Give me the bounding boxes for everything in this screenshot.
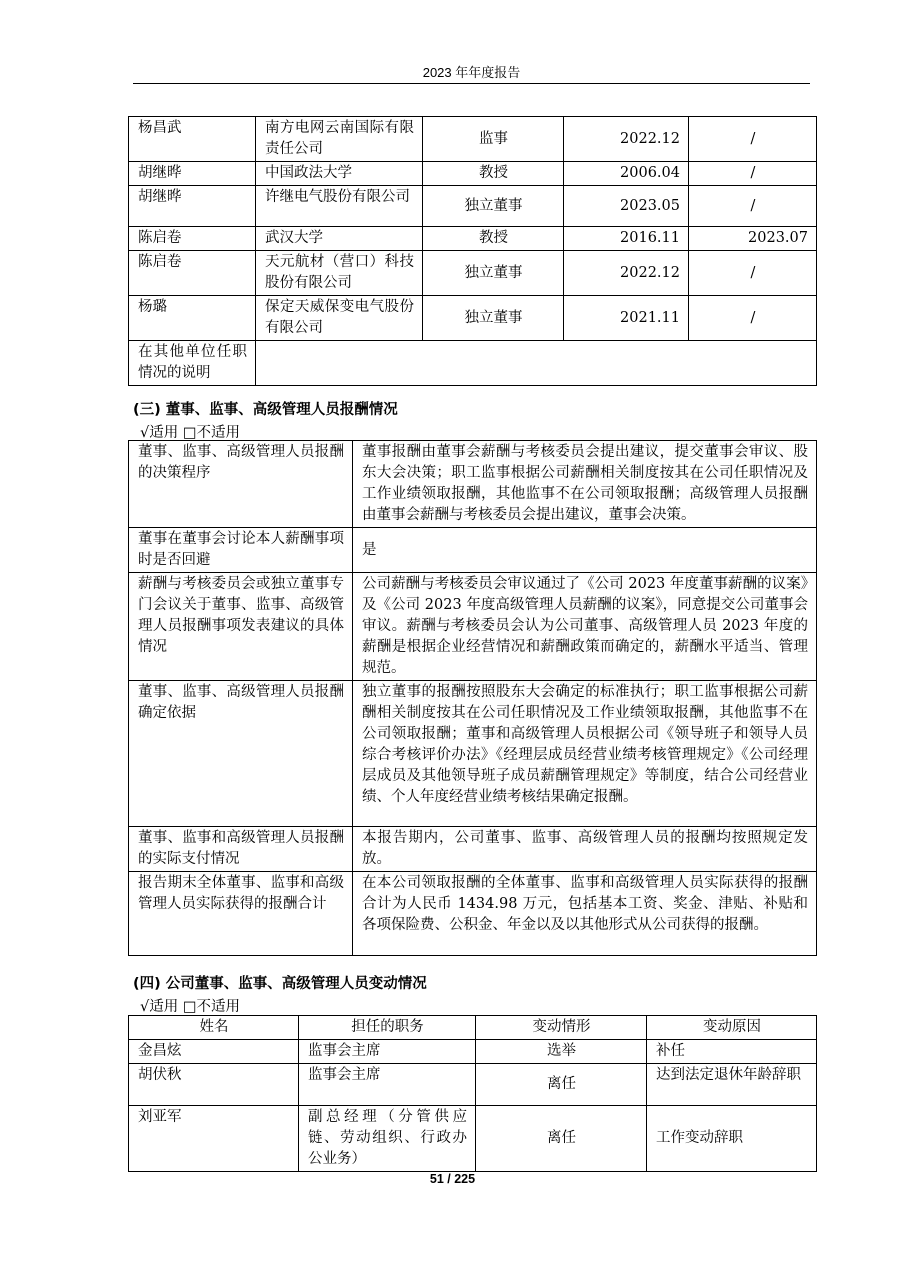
change-type: 离任 xyxy=(476,1106,647,1172)
person-name: 金昌炫 xyxy=(129,1040,299,1064)
end-date: / xyxy=(689,186,817,227)
organization: 中国政法大学 xyxy=(256,162,423,186)
table-row xyxy=(129,872,817,956)
table-row xyxy=(129,528,817,573)
table-row xyxy=(129,251,817,296)
end-date: / xyxy=(689,296,817,341)
position: 教授 xyxy=(423,162,564,186)
person-name: 陈启卷 xyxy=(129,227,256,251)
end-date: / xyxy=(689,251,817,296)
page-header: 2023 年年度报告 xyxy=(422,65,521,80)
change-reason: 工作变动辞职 xyxy=(647,1106,817,1172)
start-date: 2016.11 xyxy=(564,227,689,251)
table-row xyxy=(129,681,817,827)
table-row xyxy=(129,227,817,251)
table-row xyxy=(129,1064,817,1106)
table-row xyxy=(129,573,817,681)
table-row xyxy=(129,441,817,528)
end-date: / xyxy=(689,162,817,186)
position: 监事会主席 xyxy=(299,1040,476,1064)
remuneration-table xyxy=(128,440,817,956)
organization: 许继电气股份有限公司 xyxy=(256,186,423,227)
row-label: 董事、监事和高级管理人员报酬的实际支付情况 xyxy=(129,827,353,872)
table-row xyxy=(129,341,817,386)
column-header: 姓名 xyxy=(129,1016,299,1040)
table-row xyxy=(129,186,817,227)
position: 副总经理（分管供应链、劳动组织、行政办公业务） xyxy=(299,1106,476,1172)
row-value: 本报告期内，公司董事、监事、高级管理人员的报酬均按照规定发放。 xyxy=(353,827,817,872)
start-date: 2021.11 xyxy=(564,296,689,341)
row-label: 薪酬与考核委员会或独立董事专门会议关于董事、监事、高级管理人员报酬事项发表建议的具体情况 xyxy=(129,573,353,681)
column-header: 变动情形 xyxy=(476,1016,647,1040)
start-date: 2022.12 xyxy=(564,117,689,162)
change-reason: 达到法定退休年龄辞职 xyxy=(647,1064,817,1106)
section-title: (四) 公司董事、监事、高级管理人员变动情况 xyxy=(133,976,427,992)
organization: 天元航材（营口）科技股份有限公司 xyxy=(256,251,423,296)
section-title: (三) 董事、监事、高级管理人员报酬情况 xyxy=(133,402,398,418)
end-date: / xyxy=(689,117,817,162)
column-header: 担任的职务 xyxy=(299,1016,476,1040)
table-row xyxy=(129,296,817,341)
person-name: 胡继晔 xyxy=(129,162,256,186)
person-name: 胡继晔 xyxy=(129,186,256,227)
position: 监事会主席 xyxy=(299,1064,476,1106)
page-number: 51 / 225 xyxy=(429,1172,476,1186)
table-row xyxy=(129,117,817,162)
person-name: 杨璐 xyxy=(129,296,256,341)
note-value xyxy=(256,341,817,386)
applicable-indicator: √适用 □不适用 xyxy=(140,999,241,1015)
organization: 保定天威保变电气股份有限公司 xyxy=(256,296,423,341)
start-date: 2023.05 xyxy=(564,186,689,227)
other-positions-table xyxy=(128,116,817,386)
row-value: 独立董事的报酬按照股东大会确定的标准执行；职工监事根据公司薪酬相关制度按其在公司任职情况及工作业绩领取报酬，其他监事不在公司领取报酬；董事和高级管理人员根据公司《领导班子和领导人员综合考核评价办法》《经理层成员经营业绩考核管理规定》《公司经理层成员及其他领导班子成员薪酬管理规定》等制度，结合公司经营业绩、个人年度经营业绩考核结果确定报酬。 xyxy=(353,681,817,827)
row-label: 董事在董事会讨论本人薪酬事项时是否回避 xyxy=(129,528,353,573)
person-name: 胡伏秋 xyxy=(129,1064,299,1106)
row-label: 董事、监事、高级管理人员报酬确定依据 xyxy=(129,681,353,827)
change-type: 离任 xyxy=(476,1064,647,1106)
row-label: 董事、监事、高级管理人员报酬的决策程序 xyxy=(129,441,353,528)
table-row xyxy=(129,162,817,186)
position: 教授 xyxy=(423,227,564,251)
row-value: 是 xyxy=(353,528,817,573)
row-label: 报告期末全体董事、监事和高级管理人员实际获得的报酬合计 xyxy=(129,872,353,956)
applicable-indicator: √适用 □不适用 xyxy=(140,425,241,441)
table-row xyxy=(129,1040,817,1064)
person-name: 杨昌武 xyxy=(129,117,256,162)
table-row xyxy=(129,1106,817,1172)
row-value: 在本公司领取报酬的全体董事、监事和高级管理人员实际获得的报酬合计为人民币 1434.98 万元，包括基本工资、奖金、津贴、补贴和各项保险费、公积金、年金以及以其他形式从公司获得的报酬。 xyxy=(353,872,817,956)
position: 独立董事 xyxy=(423,296,564,341)
table-row xyxy=(129,827,817,872)
column-header: 变动原因 xyxy=(647,1016,817,1040)
position: 独立董事 xyxy=(423,251,564,296)
row-value: 董事报酬由董事会薪酬与考核委员会提出建议，提交董事会审议、股东大会决策；职工监事根据公司薪酬相关制度按其在公司任职情况及工作业绩领取报酬，其他监事不在公司领取报酬；高级管理人员报酬由董事会薪酬与考核委员会提出建议，董事会决策。 xyxy=(353,441,817,528)
person-name: 刘亚军 xyxy=(129,1106,299,1172)
header-divider xyxy=(133,83,810,84)
note-label: 在其他单位任职情况的说明 xyxy=(129,341,256,386)
organization: 武汉大学 xyxy=(256,227,423,251)
position: 独立董事 xyxy=(423,186,564,227)
change-reason: 补任 xyxy=(647,1040,817,1064)
table-header-row xyxy=(129,1016,817,1040)
start-date: 2022.12 xyxy=(564,251,689,296)
row-value: 公司薪酬与考核委员会审议通过了《公司 2023 年度董事薪酬的议案》及《公司 2023 年度高级管理人员薪酬的议案》，同意提交公司董事会审议。薪酬与考核委员会认为公司董事、高级管理人员 2023 年度的薪酬是根据企业经营情况和薪酬政策而确定的，薪酬水平适当、管理规范。 xyxy=(353,573,817,681)
position: 监事 xyxy=(423,117,564,162)
person-name: 陈启卷 xyxy=(129,251,256,296)
start-date: 2006.04 xyxy=(564,162,689,186)
change-type: 选举 xyxy=(476,1040,647,1064)
organization: 南方电网云南国际有限责任公司 xyxy=(256,117,423,162)
personnel-changes-table xyxy=(128,1015,817,1172)
end-date: 2023.07 xyxy=(689,227,817,251)
